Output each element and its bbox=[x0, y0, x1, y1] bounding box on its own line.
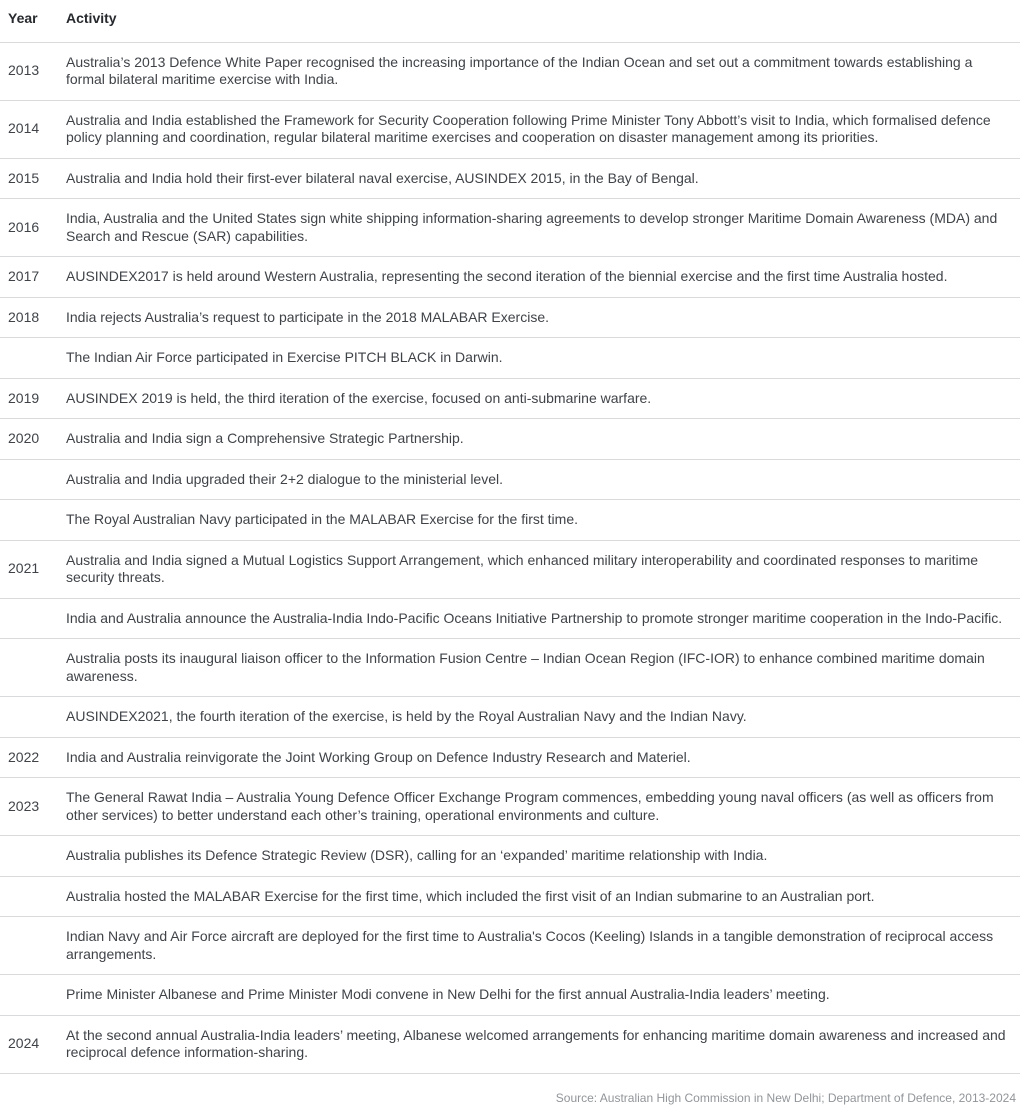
year-cell: 2017 bbox=[0, 257, 66, 298]
source-note: Source: Australian High Commission in New Delhi; Department of Defence, 2013-2024 bbox=[555, 1090, 1016, 1105]
table-row bbox=[0, 598, 1020, 639]
year-cell bbox=[0, 338, 66, 379]
table-row bbox=[0, 500, 1020, 541]
activity-cell: India, Australia and the United States sign white shipping information-sharing agreements to develop stronger Maritime Domain Awareness (MDA) and Search and Rescue (SAR) capabilities. bbox=[66, 199, 1020, 257]
activity-cell: Australia and India sign a Comprehensive Strategic Partnership. bbox=[66, 419, 1020, 460]
year-cell bbox=[0, 836, 66, 877]
activity-cell: Australia and India hold their first-ever bilateral naval exercise, AUSINDEX 2015, in the Bay of Bengal. bbox=[66, 158, 1020, 199]
table-row bbox=[0, 639, 1020, 697]
table-row bbox=[0, 876, 1020, 917]
year-cell: 2020 bbox=[0, 419, 66, 460]
table-body bbox=[0, 42, 1020, 1073]
activity-cell: Australia and India upgraded their 2+2 dialogue to the ministerial level. bbox=[66, 459, 1020, 500]
activity-cell: Australia posts its inaugural liaison officer to the Information Fusion Centre – Indian Ocean Region (IFC-IOR) to enhance combined maritime domain awareness. bbox=[66, 639, 1020, 697]
table-row bbox=[0, 100, 1020, 158]
year-cell bbox=[0, 876, 66, 917]
activity-cell: AUSINDEX2017 is held around Western Australia, representing the second iteration of the biennial exercise and the first time Australia hosted. bbox=[66, 257, 1020, 298]
year-cell: 2022 bbox=[0, 737, 66, 778]
year-cell bbox=[0, 639, 66, 697]
header-row bbox=[0, 0, 1020, 42]
column-header-year: Year bbox=[0, 0, 66, 42]
table-row bbox=[0, 338, 1020, 379]
year-cell bbox=[0, 917, 66, 975]
table-row bbox=[0, 378, 1020, 419]
activity-cell: AUSINDEX 2019 is held, the third iteration of the exercise, focused on anti-submarine warfare. bbox=[66, 378, 1020, 419]
table-row bbox=[0, 540, 1020, 598]
year-cell: 2019 bbox=[0, 378, 66, 419]
table-row bbox=[0, 778, 1020, 836]
activity-cell: India rejects Australia’s request to participate in the 2018 MALABAR Exercise. bbox=[66, 297, 1020, 338]
activity-cell: At the second annual Australia-India leaders’ meeting, Albanese welcomed arrangements for enhancing maritime domain awareness and increased and reciprocal defence information-sharing. bbox=[66, 1015, 1020, 1073]
column-header-activity: Activity bbox=[66, 0, 1020, 42]
activity-cell: Australia and India established the Framework for Security Cooperation following Prime Minister Tony Abbott’s visit to India, which formalised defence policy planning and coordination, regular bilateral maritime exercises and cooperation on disaster management among its priorities. bbox=[66, 100, 1020, 158]
table-row bbox=[0, 697, 1020, 738]
year-cell bbox=[0, 975, 66, 1016]
year-cell: 2014 bbox=[0, 100, 66, 158]
table-row bbox=[0, 42, 1020, 100]
year-cell: 2013 bbox=[0, 42, 66, 100]
year-cell: 2021 bbox=[0, 540, 66, 598]
year-cell: 2016 bbox=[0, 199, 66, 257]
year-cell bbox=[0, 500, 66, 541]
table-row bbox=[0, 297, 1020, 338]
year-cell: 2024 bbox=[0, 1015, 66, 1073]
table-row bbox=[0, 257, 1020, 298]
activity-cell: Indian Navy and Air Force aircraft are deployed for the first time to Australia's Cocos (Keeling) Islands in a tangible demonstration of reciprocal access arrangements. bbox=[66, 917, 1020, 975]
activity-cell: India and Australia reinvigorate the Joint Working Group on Defence Industry Research and Materiel. bbox=[66, 737, 1020, 778]
year-cell bbox=[0, 598, 66, 639]
year-cell: 2015 bbox=[0, 158, 66, 199]
activity-cell: The Royal Australian Navy participated in the MALABAR Exercise for the first time. bbox=[66, 500, 1020, 541]
table-row bbox=[0, 419, 1020, 460]
year-cell bbox=[0, 459, 66, 500]
activity-cell: Australia’s 2013 Defence White Paper recognised the increasing importance of the Indian Ocean and set out a commitment towards establishing a formal bilateral maritime exercise with India. bbox=[66, 42, 1020, 100]
year-cell: 2023 bbox=[0, 778, 66, 836]
table-row bbox=[0, 199, 1020, 257]
activity-cell: Prime Minister Albanese and Prime Minister Modi convene in New Delhi for the first annual Australia-India leaders’ meeting. bbox=[66, 975, 1020, 1016]
activity-cell: The Indian Air Force participated in Exercise PITCH BLACK in Darwin. bbox=[66, 338, 1020, 379]
activity-cell: AUSINDEX2021, the fourth iteration of the exercise, is held by the Royal Australian Navy and the Indian Navy. bbox=[66, 697, 1020, 738]
table-row bbox=[0, 459, 1020, 500]
table-row bbox=[0, 158, 1020, 199]
table-row bbox=[0, 975, 1020, 1016]
table-row bbox=[0, 917, 1020, 975]
table-row bbox=[0, 836, 1020, 877]
activity-cell: Australia hosted the MALABAR Exercise for the first time, which included the first visit of an Indian submarine to an Australian port. bbox=[66, 876, 1020, 917]
table-row bbox=[0, 1015, 1020, 1073]
table-row bbox=[0, 737, 1020, 778]
activity-cell: India and Australia announce the Australia-India Indo-Pacific Oceans Initiative Partnership to promote stronger maritime cooperation in the Indo-Pacific. bbox=[66, 598, 1020, 639]
activity-cell: Australia and India signed a Mutual Logistics Support Arrangement, which enhanced military interoperability and coordinated responses to maritime security threats. bbox=[66, 540, 1020, 598]
year-cell bbox=[0, 697, 66, 738]
activity-cell: Australia publishes its Defence Strategic Review (DSR), calling for an ‘expanded’ maritime relationship with India. bbox=[66, 836, 1020, 877]
year-cell: 2018 bbox=[0, 297, 66, 338]
activity-cell: The General Rawat India – Australia Young Defence Officer Exchange Program commences, embedding young naval officers (as well as officers from other services) to better understand each other’s training, operational environments and culture. bbox=[66, 778, 1020, 836]
